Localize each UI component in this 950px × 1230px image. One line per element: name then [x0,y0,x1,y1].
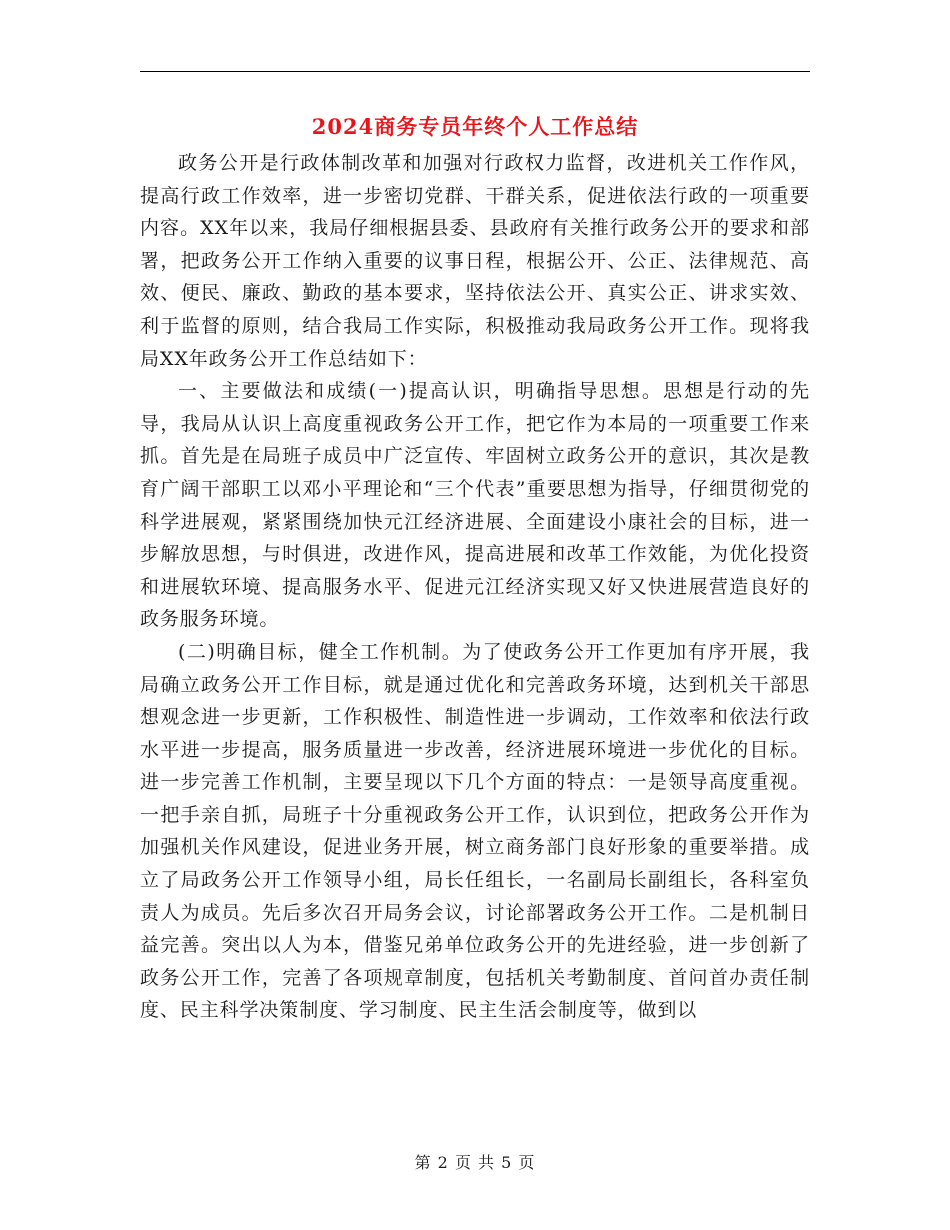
paragraph-section-2: (二)明确目标，健全工作机制。为了使政务公开工作更加有序开展，我局确立政务公开工作目标，就是通过优化和完善政务环境，达到机关干部思想观念进一步更新，工作积极性、制造性进一步调动，工作效率和依法行政水平进一步提高，服务质量进一步改善，经济进展环境进一步优化的目标。进一步完善工作机制，主要呈现以下几个方面的特点：一是领导高度重视。一把手亲自抓，局班子十分重视政务公开工作，认识到位，把政务公开作为加强机关作风建设，促进业务开展，树立商务部门良好形象的重要举措。成立了局政务公开工作领导小组，局长任组长，一名副局长副组长，各科室负责人为成员。先后多次召开局务会议，讨论部署政务公开工作。二是机制日益完善。突出以人为本，借鉴兄弟单位政务公开的先进经验，进一步创新了政务公开工作，完善了各项规章制度，包括机关考勤制度、首问首办责任制度、民主科学决策制度、学习制度、民主生活会制度等，做到以 [140,640,810,1022]
page-number-footer: 第 2 页 共 5 页 [414,1153,536,1172]
paragraph-intro: 政务公开是行政体制改革和加强对行政权力监督，改进机关工作作风，提高行政工作效率，进一步密切党群、干群关系，促进依法行政的一项重要内容。XX年以来，我局仔细根据县委、县政府有关推行政务公开的要求和部署，把政务公开工作纳入重要的议事日程，根据公开、公正、法律规范、高效、便民、廉政、勤政的基本要求，坚持依法公开、真实公正、讲求实效、利于监督的原则，结合我局工作实际，积极推动我局政务公开工作。现将我局XX年政务公开工作总结如下： [140,152,810,370]
header-rule [140,71,810,72]
document-body [140,147,810,1027]
paragraph-section-1: 一、主要做法和成绩(一)提高认识，明确指导思想。思想是行动的先导，我局从认识上高度重视政务公开工作，把它作为本局的一项重要工作来抓。首先是在局班子成员中广泛宣传、牢固树立政务公开的意识，其次是教育广阔干部职工以邓小平理论和“三个代表”重要思想为指导，仔细贯彻党的科学进展观，紧紧围绕加快元江经济进展、全面建设小康社会的目标，进一步解放思想，与时俱进，改进作风，提高进展和改革工作效能，为优化投资和进展软环境、提高服务水平、促进元江经济实现又好又快进展营造良好的政务服务环境。 [140,380,810,631]
document-title: 2024商务专员年终个人工作总结 [311,114,639,139]
